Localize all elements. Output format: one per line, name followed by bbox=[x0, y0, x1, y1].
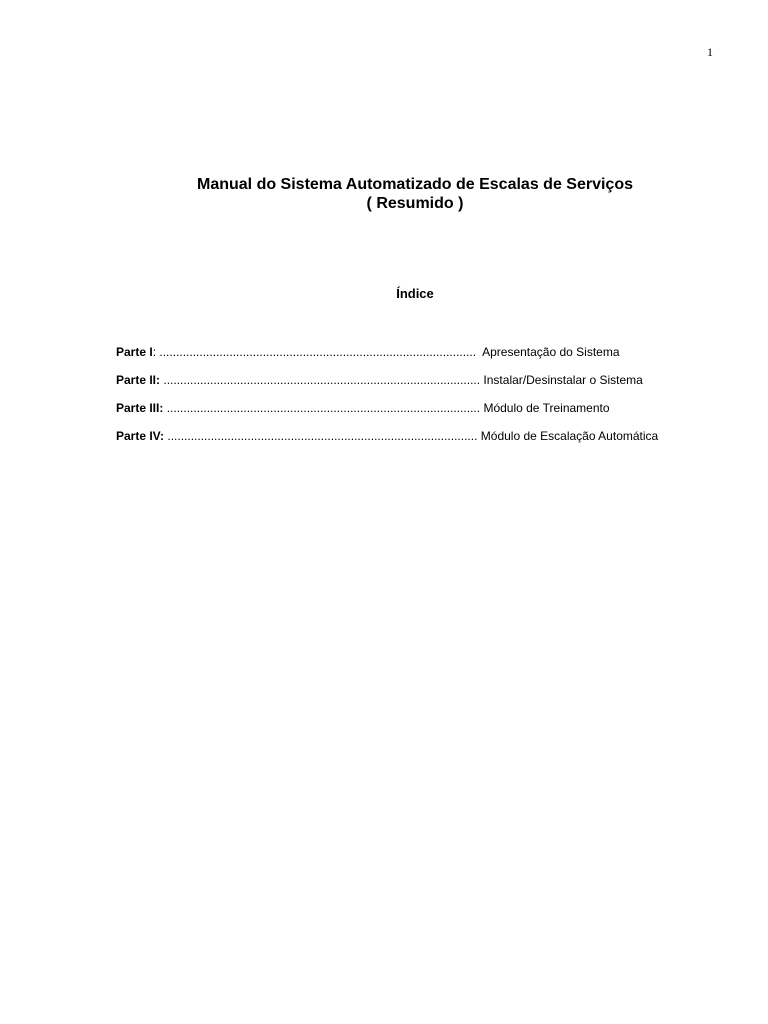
table-of-contents bbox=[116, 344, 706, 456]
toc-entry-part-1[interactable] bbox=[116, 344, 706, 372]
document-title-line-1: Manual do Sistema Automatizado de Escalas de Serviços bbox=[197, 176, 633, 193]
toc-entry-part-3[interactable] bbox=[116, 400, 706, 428]
document-title bbox=[0, 175, 768, 213]
toc-part-label: Parte I bbox=[116, 345, 153, 359]
toc-leader-dots: ............................................................................................... bbox=[159, 345, 477, 359]
toc-entry-title: Apresentação do Sistema bbox=[476, 345, 620, 359]
toc-separator: : bbox=[152, 345, 160, 359]
toc-leader-dots: ............................................................................................... bbox=[163, 373, 481, 387]
page-number: 1 bbox=[707, 45, 713, 59]
toc-part-label: Parte II: bbox=[116, 373, 161, 387]
toc-entry-title: Módulo de Escalação Automática bbox=[477, 429, 659, 443]
toc-entry-part-4[interactable] bbox=[116, 428, 706, 456]
toc-part-label: Parte III: bbox=[116, 401, 164, 415]
document-title-line-2: ( Resumido ) bbox=[366, 195, 464, 212]
toc-entry-part-2[interactable] bbox=[116, 372, 706, 400]
index-heading: Índice bbox=[396, 286, 434, 301]
toc-entry-title: Instalar/Desinstalar o Sistema bbox=[480, 373, 643, 387]
toc-leader-dots: .............................................................................................. bbox=[166, 401, 481, 415]
toc-leader-dots: ............................................................................................. bbox=[167, 429, 478, 443]
toc-entry-title: Módulo de Treinamento bbox=[480, 401, 610, 415]
toc-part-label: Parte IV: bbox=[116, 429, 165, 443]
